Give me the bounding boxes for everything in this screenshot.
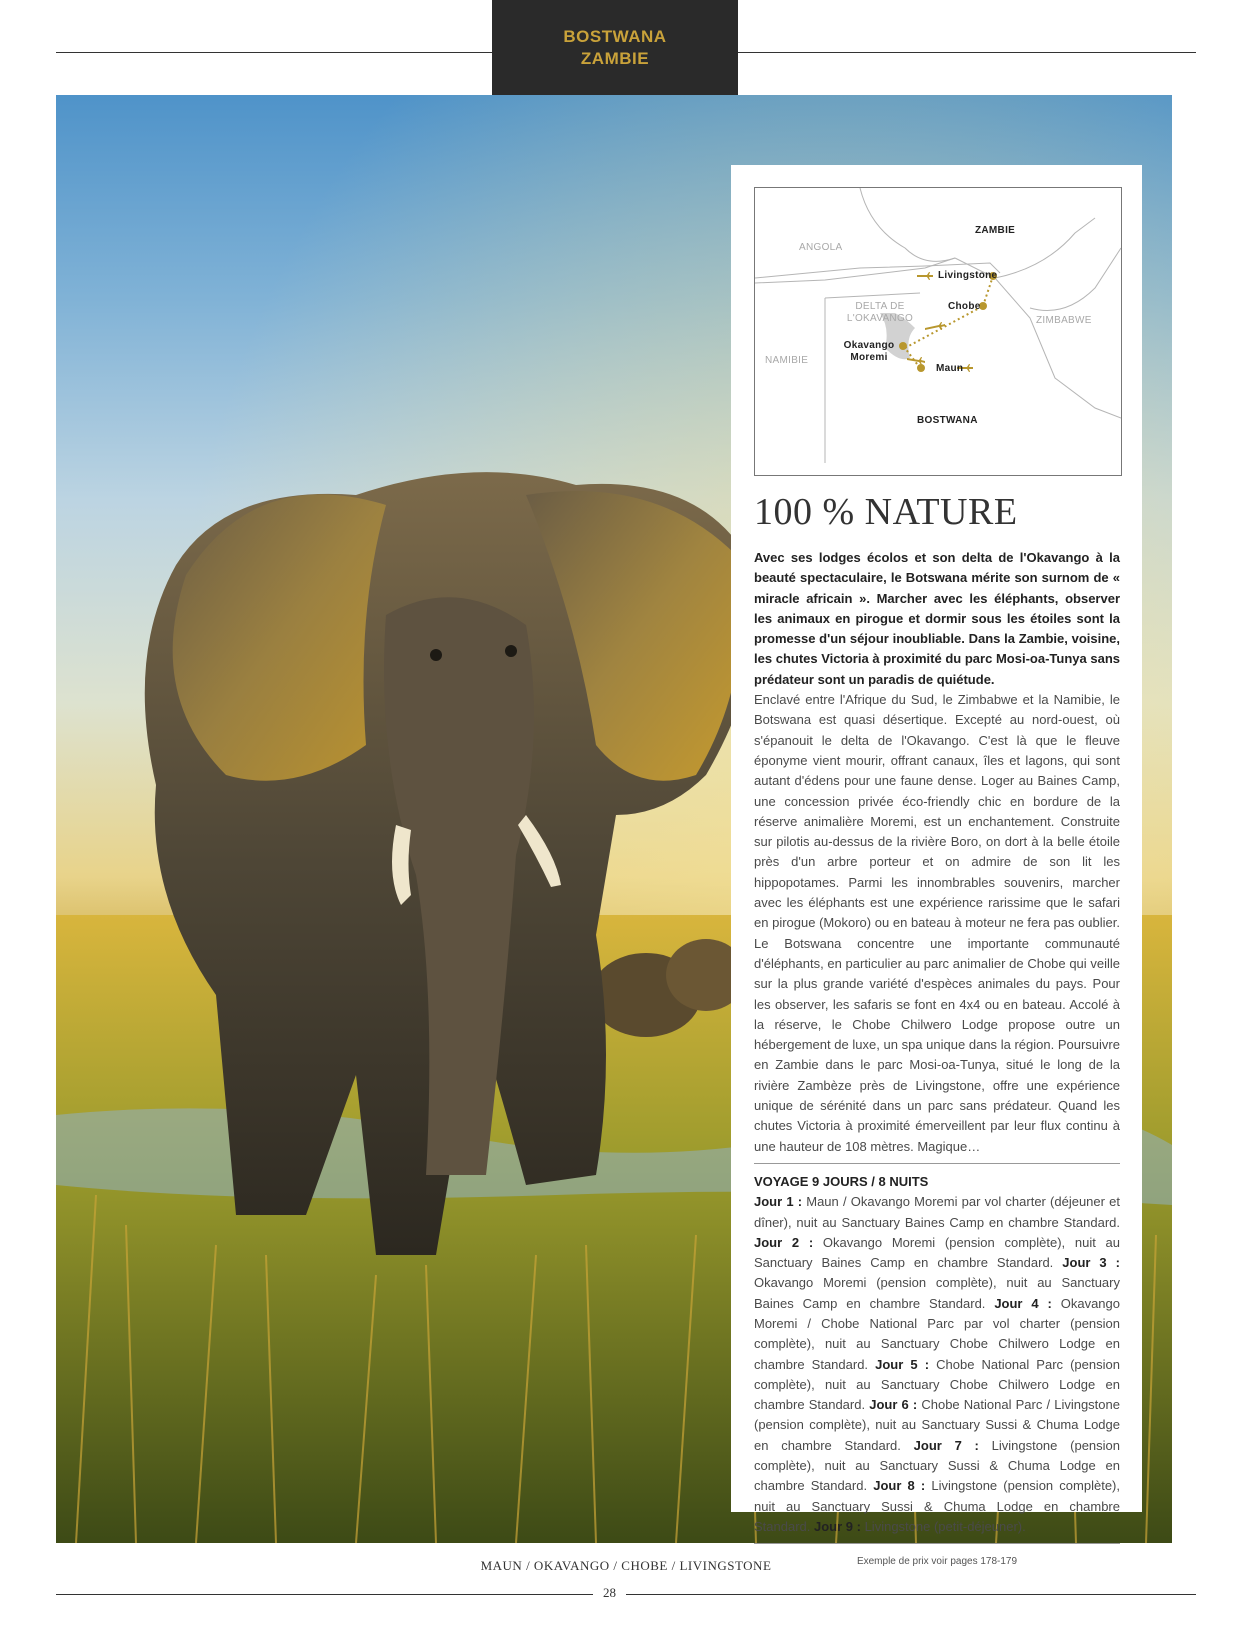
- header-country-2: ZAMBIE: [580, 48, 650, 68]
- itinerary-title: VOYAGE 9 JOURS / 8 NUITS: [754, 1173, 929, 1189]
- day-4-text: Okavango Moremi / Chobe National Parc par vol charter (pension complète), nuit au Sanctuary Chobe Chilwero Lodge en chambre Standard.: [754, 1295, 1120, 1372]
- map-city-okavango-line2: Moremi: [850, 352, 888, 363]
- bottom-rule-right: [626, 1594, 1196, 1595]
- map-label-delta-line2: L'OKAVANGO: [846, 313, 914, 324]
- country-header-tab: [492, 0, 738, 95]
- day-1-text: Maun / Okavango Moremi par vol charter (déjeuner et dîner), nuit au Sanctuary Baines Camp en chambre Standard.: [754, 1194, 1120, 1230]
- day-8-text: Livingstone (pension complète), nuit au Sanctuary Sussi & Chuma Lodge en chambre Standard.: [754, 1478, 1120, 1534]
- price-note: Exemple de prix voir pages 178-179: [856, 1556, 1018, 1568]
- map-outline: [755, 188, 1121, 475]
- article-body: Enclavé entre l'Afrique du Sud, le Zimbabwe et la Namibie, le Botswana est quasi désertique. Excepté au nord-ouest, où s'épanouit le delta de l'Okavango. C'est là que le fleuve éponyme vient mourir, offrant canaux, îles et lagons, qui sont autant d'édens pour une faune dense. Loger au Baines Camp, une concession privée éco-friendly chic en bordure de la réserve animalière Moremi, est un enchantement. Construite sur pilotis au-dessus de la rivière Boro, on dort à la belle étoile près d'un arbre porteur et on admire de son lit les hippopotames. Parmi les innombrables souvenirs, marcher avec les éléphants est une expérience rarissime que le safari en pirogue (Mokoro) ou en bateau à moteur ne fera pas oublier. Le Botswana concentre une importante communauté d'éléphants, en particulier au parc animalier de Chobe qui veille sur la plus grande variété d'espèces animales du pays. Pour les observer, les safaris se font en 4x4 ou en bateau. Accolé à la réserve, le Chobe Chilwero Lodge propose outre un hébergement de luxe, un spa unique dans la région. Poursuivre en Zambie dans le parc Mosi-oa-Tunya, situé le long de la rivière Zambèze près de Livingstone, offre une expérience unique de sérénité dans un parc sans prédateur. Quand les chutes Victoria à proximité émerveillent par leur flux continu à une hauteur de 108 mètres. Magique…: [754, 692, 1120, 1154]
- price-divider: [754, 1543, 1120, 1544]
- page-number: 28: [603, 1585, 616, 1600]
- map-label-zambie: ZAMBIE: [975, 225, 1016, 236]
- day-3-label: Jour 3 :: [1062, 1255, 1120, 1271]
- day-4-label: Jour 4 :: [994, 1295, 1052, 1311]
- day-9-text: Livingstone (petit-déjeuner).: [860, 1518, 1026, 1534]
- map-city-okavango: [839, 340, 899, 364]
- plane-icons: [907, 272, 973, 372]
- day-2-label: Jour 2 :: [754, 1234, 814, 1250]
- day-9-label: Jour 9 :: [814, 1518, 861, 1534]
- map-city-chobe: Chobe: [948, 301, 981, 312]
- header-country-1: BOSTWANA: [563, 26, 667, 46]
- map-label-delta: [845, 301, 915, 325]
- day-2-text: Okavango Moremi (pension complète), nuit au Sanctuary Baines Camp en chambre Standard.: [754, 1234, 1120, 1271]
- day-8-label: Jour 8 :: [873, 1478, 926, 1494]
- map-city-livingstone: Livingstone: [938, 270, 998, 281]
- day-5-label: Jour 5 :: [875, 1356, 930, 1372]
- day-7-label: Jour 7 :: [913, 1437, 979, 1453]
- map-label-zimbabwe: ZIMBABWE: [1036, 315, 1092, 326]
- article-intro: Avec ses lodges écolos et son delta de l'Okavango à la beauté spectaculaire, le Botswana mérite son surnom de « miracle africain ». Marcher avec les éléphants, observer les animaux en pirogue et dormir sous les étoiles sont la promesse d'un séjour inoubliable. Dans la Zambie, voisine, les chutes Victoria à proximité du parc Mosi-oa-Tunya sans prédateur sont un paradis de quiétude.: [754, 550, 1120, 687]
- day-3-text: Okavango Moremi (pension complète), nuit au Sanctuary Baines Camp en chambre Standard.: [754, 1275, 1120, 1311]
- map-city-okavango-line1: Okavango: [843, 340, 895, 351]
- article-title: 100 % NATURE: [754, 491, 1018, 533]
- map-label-bostwana: BOSTWANA: [917, 415, 978, 426]
- map-label-namibie: NAMIBIE: [765, 355, 809, 366]
- article-text: [754, 548, 1120, 1573]
- map-label-angola: ANGOLA: [799, 242, 843, 253]
- itinerary-divider: [754, 1163, 1120, 1164]
- day-1-label: Jour 1 :: [754, 1194, 803, 1210]
- map-label-delta-line1: DELTA DE: [855, 301, 905, 312]
- day-5-text: Chobe National Parc (pension complète), nuit au Sanctuary Chobe Chilwero Lodge en chambre Standard.: [754, 1356, 1120, 1413]
- itinerary-days: [754, 1192, 1120, 1537]
- day-6-label: Jour 6 :: [869, 1397, 918, 1413]
- day-7-text: Livingstone (pension complète), nuit au Sanctuary Sussi & Chuma Lodge en chambre Standard.: [754, 1437, 1120, 1494]
- day-6-text: Chobe National Parc / Livingstone (pension complète), nuit au Sanctuary Sussi & Chuma Lodge en chambre Standard.: [754, 1397, 1120, 1453]
- route-map: [754, 187, 1122, 476]
- footer-title: MAUN / OKAVANGO / CHOBE / LIVINGSTONE: [480, 1558, 772, 1573]
- article-panel: [731, 165, 1142, 1568]
- map-city-maun: Maun: [936, 363, 964, 374]
- bottom-rule-left: [56, 1594, 593, 1595]
